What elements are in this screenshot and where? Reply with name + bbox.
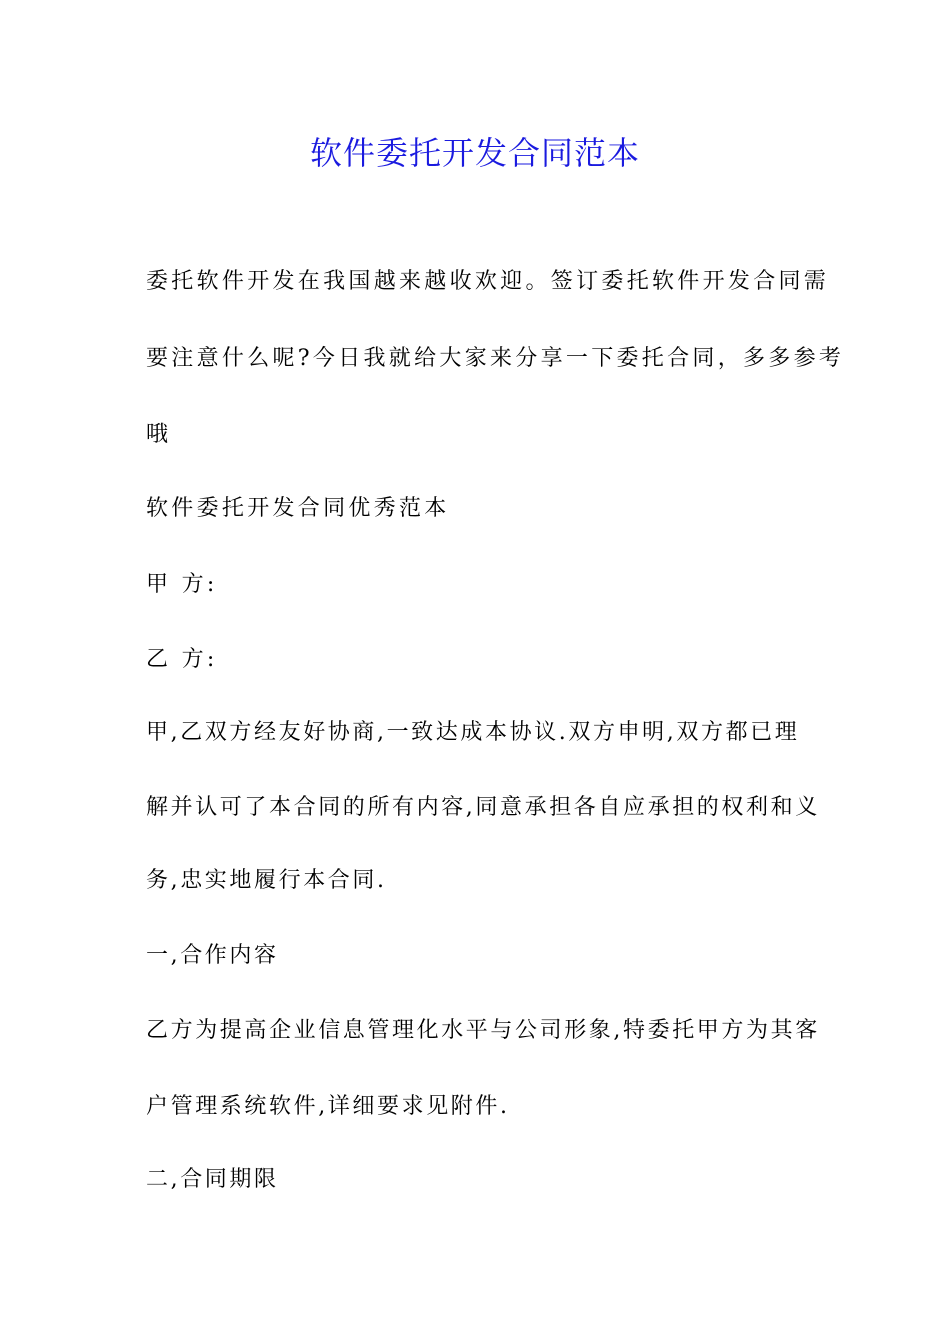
intro-line-1: 委托软件开发在我国越来越收欢迎。签订委托软件开发合同需 bbox=[146, 269, 830, 294]
agreement-line-1: 甲,乙双方经友好协商,一致达成本协议.双方申明,双方都已理 bbox=[146, 720, 800, 745]
clause-1-heading: 一,合作内容 bbox=[146, 943, 279, 968]
clause-1-line-1: 乙方为提高企业信息管理化水平与公司形象,特委托甲方为其客 bbox=[146, 1018, 820, 1043]
intro-line-2: 要注意什么呢?今日我就给大家来分享一下委托合同，多多参考 bbox=[146, 346, 845, 371]
section-heading: 软件委托开发合同优秀范本 bbox=[146, 496, 450, 521]
clause-2-heading: 二,合同期限 bbox=[146, 1167, 279, 1192]
party-a-line: 甲 方: bbox=[146, 572, 218, 597]
agreement-line-3: 务,忠实地履行本合同. bbox=[146, 868, 387, 893]
party-b-line: 乙 方: bbox=[146, 647, 218, 672]
document-title: 软件委托开发合同范本 bbox=[309, 134, 640, 172]
intro-line-3: 哦 bbox=[146, 422, 172, 447]
agreement-line-2: 解并认可了本合同的所有内容,同意承担各自应承担的权利和义 bbox=[146, 795, 820, 820]
clause-1-line-2: 户管理系统软件,详细要求见附件. bbox=[146, 1094, 510, 1119]
